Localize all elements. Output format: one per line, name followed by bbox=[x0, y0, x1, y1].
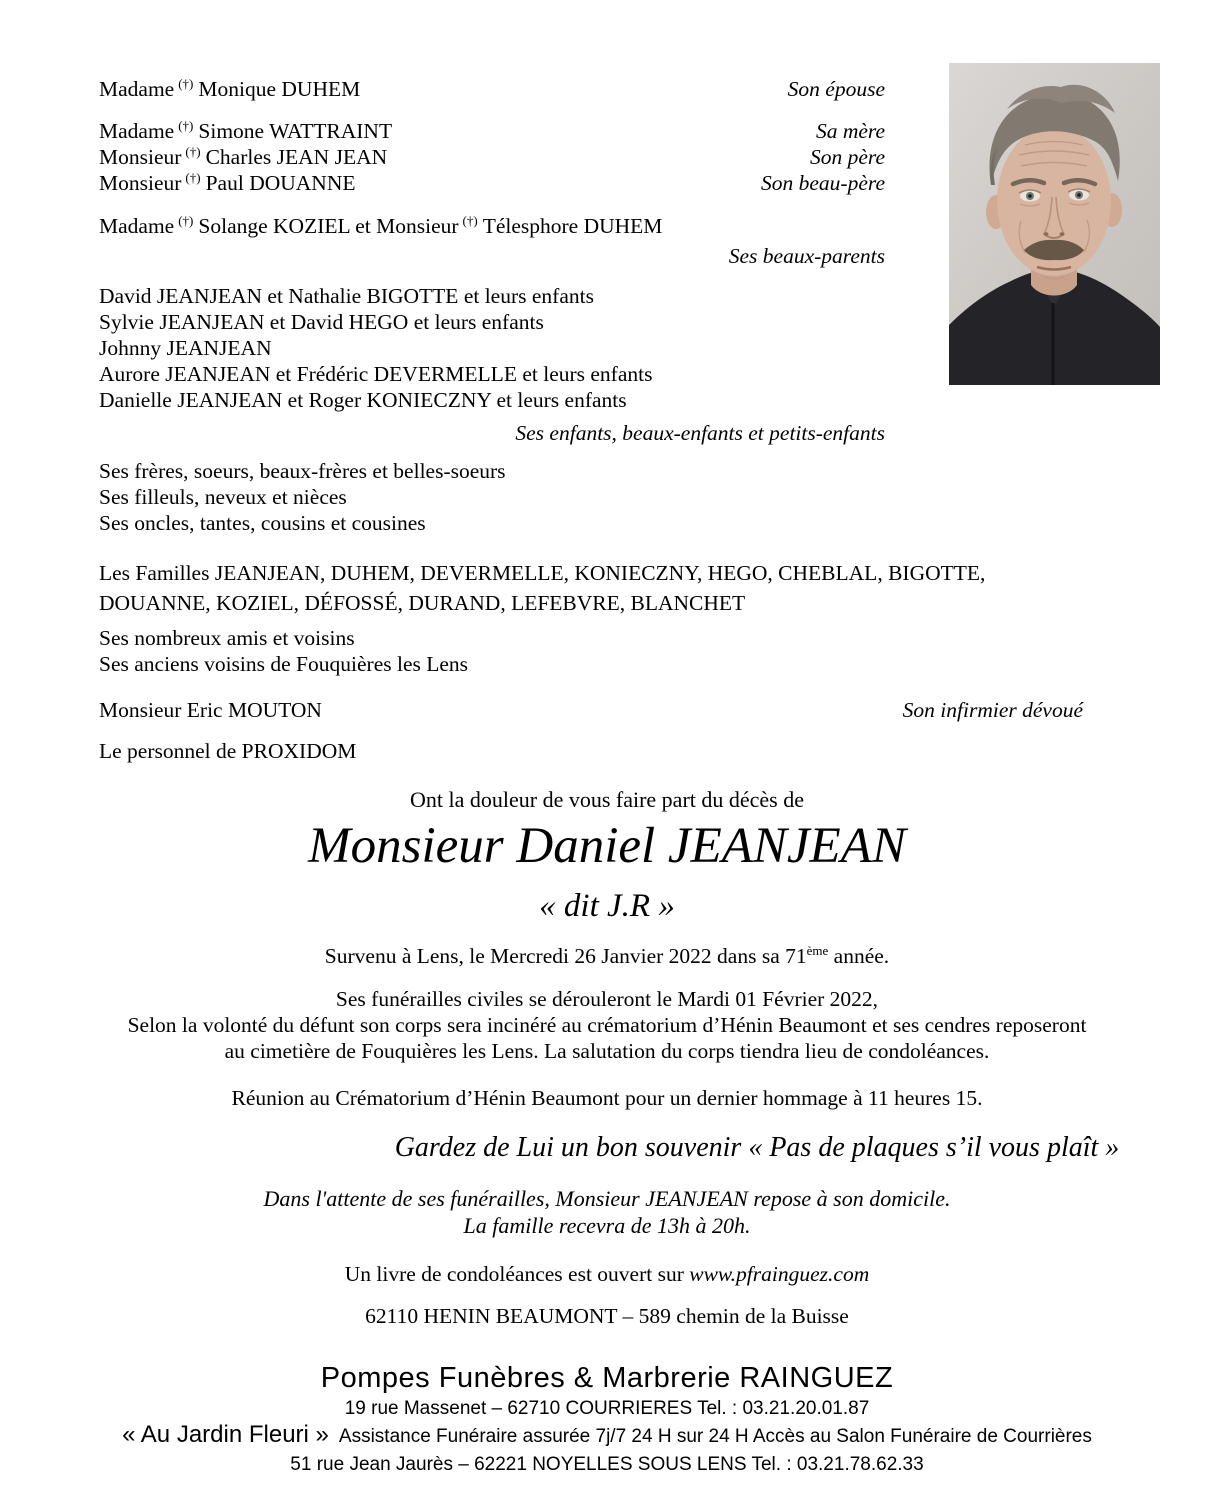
funeral-line: au cimetière de Fouquières les Lens. La salutation du corps tiendra lieu de condoléances. bbox=[224, 1039, 990, 1063]
parent-row bbox=[99, 144, 885, 170]
children-relation-label: Ses enfants, beaux-enfants et petits-enfants bbox=[515, 421, 885, 445]
repose-line: Dans l'attente de ses funérailles, Monsieur JEANJEAN repose à son domicile. bbox=[263, 1186, 951, 1211]
funeral-home-address-2: 51 rue Jean Jaurès – 62221 NOYELLES SOUS LENS Tel. : 03.21.78.62.33 bbox=[290, 1454, 924, 1475]
crematorium-address: 62110 HENIN BEAUMONT – 589 chemin de la Buisse bbox=[365, 1304, 849, 1328]
condolence-website: www.pfrainguez.com bbox=[689, 1262, 870, 1286]
relative-line: Ses filleuls, neveux et nièces bbox=[99, 485, 347, 509]
funeral-line: Ses funérailles civiles se dérouleront le Mardi 01 Février 2022, bbox=[335, 987, 879, 1011]
announcement-intro: Ont la douleur de vous faire part du décès de bbox=[409, 787, 805, 812]
deceased-dagger-icon: (†) bbox=[185, 169, 201, 185]
families-block bbox=[99, 558, 1214, 618]
staff-line: Le personnel de PROXIDOM bbox=[99, 739, 357, 763]
families-line: Les Familles JEANJEAN, DUHEM, DEVERMELLE, KONIECZNY, HEGO, CHEBLAL, BIGOTTE, bbox=[99, 561, 986, 585]
funeral-home-brand: « Au Jardin Fleuri » bbox=[122, 1421, 329, 1448]
deceased-dagger-icon: (†) bbox=[185, 143, 201, 159]
nurse-relation-label: Son infirmier dévoué bbox=[902, 698, 1083, 722]
death-date-line: Survenu à Lens, le Mercredi 26 Janvier 2022 dans sa 71ème année. bbox=[324, 942, 890, 968]
funeral-details bbox=[0, 986, 1214, 1064]
deceased-name-title: Monsieur Daniel JEANJEAN bbox=[308, 818, 906, 874]
deceased-dagger-icon: (†) bbox=[462, 212, 478, 228]
inlaws-names: Madame (†) Solange KOZIEL et Monsieur (†) Télesphore DUHEM bbox=[99, 212, 663, 238]
parent-name: Monsieur (†) Charles JEAN JEAN bbox=[99, 143, 388, 169]
extended-family-block bbox=[99, 458, 1214, 536]
parent-name: Madame (†) Simone WATTRAINT bbox=[99, 117, 393, 143]
condolence-book-line: Un livre de condoléances est ouvert sur www.pfrainguez.com bbox=[344, 1262, 870, 1286]
spouse-row bbox=[99, 76, 885, 102]
spouse-relation-label: Son épouse bbox=[787, 77, 885, 101]
friends-block bbox=[99, 625, 1214, 677]
child-line: Danielle JEANJEAN et Roger KONIECZNY et leurs enfants bbox=[99, 388, 627, 412]
parent-row bbox=[99, 118, 885, 144]
ordinal-suffix: ème bbox=[806, 942, 829, 958]
reunion-line: Réunion au Crématorium d’Hénin Beaumont pour un dernier hommage à 11 heures 15. bbox=[231, 1086, 983, 1110]
souvenir-request-line: Gardez de Lui un bon souvenir « Pas de plaques s’il vous plaît » bbox=[394, 1132, 1120, 1163]
deceased-dagger-icon: (†) bbox=[178, 75, 194, 91]
funeral-line: Selon la volonté du défunt son corps sera incinéré au crématorium d’Hénin Beaumont et ses cendres reposeront bbox=[127, 1013, 1087, 1037]
child-line: Johnny JEANJEAN bbox=[99, 336, 272, 360]
parent-relation-label: Son père bbox=[809, 145, 885, 169]
parent-relation-label: Sa mère bbox=[815, 119, 885, 143]
child-line: Aurore JEANJEAN et Frédéric DEVERMELLE et leurs enfants bbox=[99, 362, 653, 386]
nurse-name: Monsieur Eric MOUTON bbox=[99, 698, 322, 722]
deceased-dagger-icon: (†) bbox=[178, 212, 194, 228]
inlaws-relation-label: Ses beaux-parents bbox=[728, 244, 885, 268]
deceased-dagger-icon: (†) bbox=[178, 117, 194, 133]
families-line: DOUANNE, KOZIEL, DÉFOSSÉ, DURAND, LEFEBVRE, BLANCHET bbox=[99, 591, 746, 615]
deceased-portrait-photo bbox=[949, 63, 1160, 385]
child-line: Sylvie JEANJEAN et David HEGO et leurs enfants bbox=[99, 310, 544, 334]
funeral-home-name: Pompes Funèbres & Marbrerie RAINGUEZ bbox=[320, 1362, 894, 1394]
repose-block bbox=[0, 1185, 1214, 1239]
funeral-home-address-1: 19 rue Massenet – 62710 COURRIERES Tel. : 03.21.20.01.87 bbox=[344, 1398, 870, 1419]
friends-line: Ses anciens voisins de Fouquières les Lens bbox=[99, 652, 469, 676]
parent-name: Monsieur (†) Paul DOUANNE bbox=[99, 169, 356, 195]
child-line: David JEANJEAN et Nathalie BIGOTTE et leurs enfants bbox=[99, 284, 594, 308]
deceased-nickname: « dit J.R » bbox=[539, 888, 675, 924]
relative-line: Ses oncles, tantes, cousins et cousines bbox=[99, 511, 426, 535]
parent-relation-label: Son beau-père bbox=[761, 171, 885, 195]
funeral-home-services: « Au Jardin Fleuri » Assistance Funéraire assurée 7j/7 24 H sur 24 H Accès au Salon Funéraire de Courrières bbox=[122, 1421, 1092, 1448]
spouse-name: Madame (†) Monique DUHEM bbox=[99, 75, 361, 101]
funeral-home-footer bbox=[0, 1360, 1214, 1478]
portrait-illustration bbox=[949, 63, 1160, 385]
relative-line: Ses frères, soeurs, beaux-frères et belles-soeurs bbox=[99, 459, 506, 483]
friends-line: Ses nombreux amis et voisins bbox=[99, 626, 355, 650]
repose-line: La famille recevra de 13h à 20h. bbox=[463, 1213, 751, 1238]
nurse-row bbox=[99, 697, 1083, 723]
parent-row bbox=[99, 170, 885, 196]
